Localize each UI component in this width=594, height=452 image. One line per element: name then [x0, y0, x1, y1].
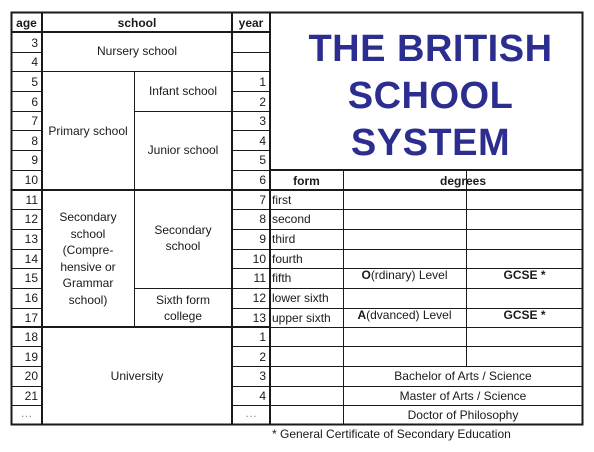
year-cell: 6	[259, 173, 266, 187]
o-level-cell	[343, 268, 466, 282]
age-cell: 15	[24, 271, 38, 285]
year-cell: 3	[259, 114, 266, 128]
title-line: THE BRITISH	[308, 28, 553, 70]
page-title	[271, 26, 590, 167]
infant-school-cell: Infant school	[148, 84, 218, 98]
year-cell: 5	[259, 153, 266, 167]
header-school: school	[117, 16, 157, 30]
form-cell: third	[272, 232, 296, 246]
age-cell: 12	[24, 212, 38, 226]
year-cell: 9	[259, 232, 266, 246]
degree-cell: Doctor of Philosophy	[407, 408, 519, 422]
footnote: * General Certificate of Secondary Education	[272, 427, 511, 441]
university-cell: University	[110, 369, 164, 383]
age-cell: 7	[31, 114, 38, 128]
degrees-header: degrees	[439, 174, 487, 188]
year-cell: 1	[259, 75, 266, 89]
year-cell: …	[245, 406, 257, 420]
form-cell: second	[272, 212, 311, 226]
a-level-prefix: A	[357, 308, 367, 322]
age-cell: …	[20, 406, 33, 420]
header-age: age	[16, 16, 37, 30]
year-cell: 3	[259, 369, 266, 383]
secondary-school-cell	[42, 209, 134, 308]
year-cell: 7	[259, 193, 266, 207]
year-cell: 1	[259, 330, 266, 344]
age-cell: 19	[24, 350, 38, 364]
o-level-rest: (rdinary) Level	[370, 268, 448, 282]
form-cell: lower sixth	[272, 291, 329, 305]
secondary-line: school	[70, 226, 106, 241]
year-cell: 4	[259, 389, 266, 403]
year-cell: 12	[252, 291, 266, 305]
age-cell: 4	[31, 55, 38, 69]
year-cell: 2	[259, 95, 266, 109]
year-cell: 13	[252, 311, 266, 325]
age-cell: 18	[24, 330, 38, 344]
header-year: year	[238, 16, 264, 30]
year-cell: 10	[252, 252, 266, 266]
form-header: form	[293, 174, 320, 188]
secondary-line: Grammar	[62, 276, 114, 290]
age-cell: 17	[24, 311, 38, 325]
form-cell: fourth	[272, 252, 303, 266]
age-cell: 14	[24, 252, 38, 266]
age-cell: 8	[31, 134, 38, 148]
secondary-sub-cell	[134, 222, 232, 254]
title-line: SYSTEM	[350, 122, 511, 164]
age-cell: 20	[24, 369, 38, 383]
degree-cell: Bachelor of Arts / Science	[394, 369, 532, 383]
sixth-form-line: Sixth form	[155, 293, 210, 307]
age-cell: 16	[24, 291, 38, 305]
age-cell: 9	[31, 153, 38, 167]
o-level-prefix: O	[361, 268, 371, 282]
form-cell: first	[272, 193, 292, 207]
degree-cell: Master of Arts / Science	[399, 389, 527, 403]
secondary-line: Secondary	[59, 210, 117, 224]
year-cell: 2	[259, 350, 266, 364]
form-cell: fifth	[272, 271, 292, 285]
secondary-line: hensive or	[60, 259, 116, 274]
sixth-form-line: college	[163, 309, 203, 323]
age-cell: 11	[25, 193, 38, 207]
form-cell: upper sixth	[272, 311, 331, 325]
age-cell: 13	[24, 232, 38, 246]
o-level-gcse: GCSE *	[503, 268, 546, 282]
secondary-sub-line: Secondary	[154, 223, 212, 237]
year-cell: 8	[259, 212, 266, 226]
a-level-gcse: GCSE *	[503, 308, 546, 322]
sixth-form-cell	[134, 292, 232, 324]
age-cell: 5	[31, 75, 38, 89]
secondary-line: (Compre-	[62, 243, 114, 257]
junior-school-cell: Junior school	[147, 143, 219, 157]
a-level-cell	[343, 308, 466, 322]
primary-school-cell: Primary school	[48, 124, 128, 138]
age-cell: 10	[24, 173, 38, 187]
secondary-line: school)	[68, 292, 108, 307]
title-line: SCHOOL	[347, 75, 514, 117]
year-cell: 4	[259, 134, 266, 148]
age-cell: 6	[31, 95, 38, 109]
secondary-sub-line: school	[165, 239, 201, 253]
year-cell: 11	[253, 271, 266, 285]
age-cell: 21	[24, 389, 38, 403]
nursery-school-cell: Nursery school	[96, 44, 178, 58]
age-cell: 3	[31, 36, 38, 50]
a-level-rest: (dvanced) Level	[366, 308, 452, 322]
